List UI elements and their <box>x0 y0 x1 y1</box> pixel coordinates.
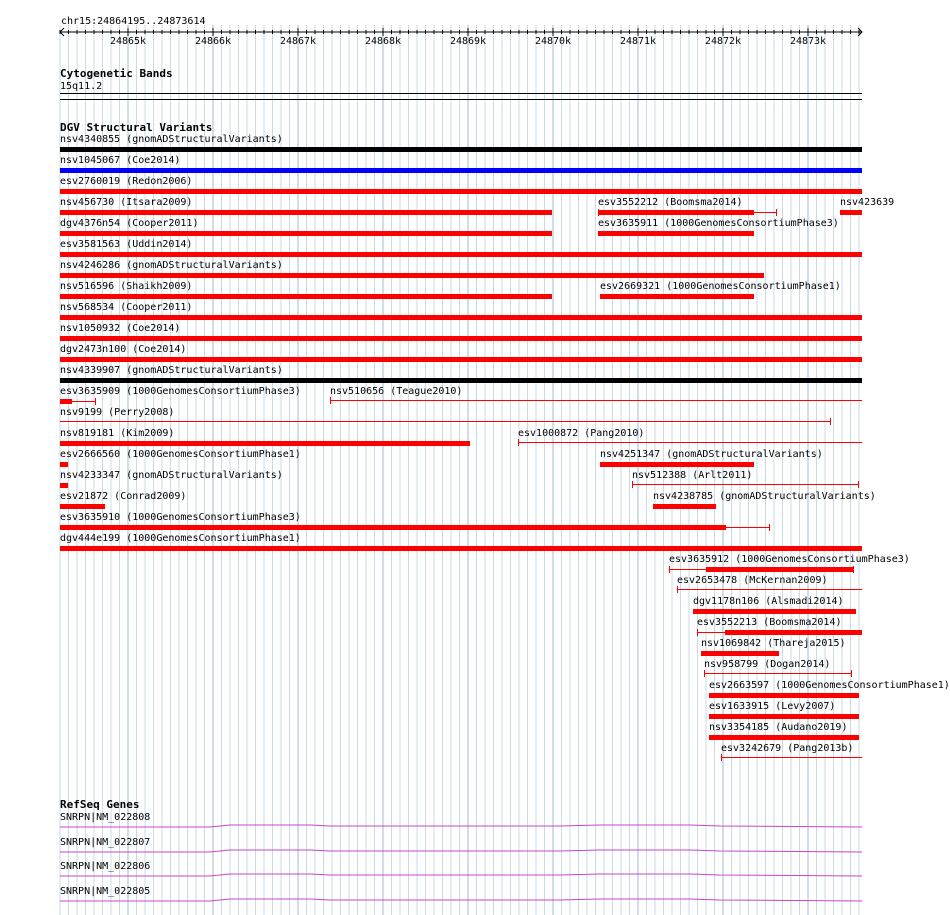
sv-feature-label[interactable]: esv2663597 (1000GenomesConsortiumPhase1) <box>709 680 950 691</box>
sv-end-tick <box>769 524 770 531</box>
sv-feature-bar[interactable] <box>60 378 862 383</box>
sv-feature-bar[interactable] <box>60 294 552 299</box>
sv-end-tick <box>776 209 777 216</box>
gene-intron-line <box>60 825 862 827</box>
sv-feature-bar[interactable] <box>840 210 862 215</box>
sv-feature-label[interactable]: nsv4251347 (gnomADStructuralVariants) <box>600 449 823 460</box>
sv-feature-label[interactable]: esv3581563 (Uddin2014) <box>60 239 193 250</box>
sv-flank-line <box>697 632 725 633</box>
cytoband-line-top <box>60 93 862 94</box>
sv-flank-line <box>669 569 706 570</box>
sv-feature-label[interactable]: nsv456730 (Itsara2009) <box>60 197 193 208</box>
sv-feature-label[interactable]: esv3552212 (Boomsma2014) <box>598 197 743 208</box>
ruler-tick-label: 24869k <box>449 36 487 47</box>
sv-feature-label[interactable]: nsv4238785 (gnomADStructuralVariants) <box>653 491 876 502</box>
ruler-tick-label: 24867k <box>279 36 317 47</box>
gene-label[interactable]: SNRPN|NM_022805 <box>60 885 151 897</box>
gene-label[interactable]: SNRPN|NM_022808 <box>60 812 151 823</box>
sv-feature-bar[interactable] <box>701 651 779 656</box>
sv-feature-bar[interactable] <box>60 399 72 404</box>
sv-feature-label[interactable]: nsv1045067 (Coe2014) <box>60 155 181 166</box>
sv-feature-bar[interactable] <box>60 336 862 341</box>
sv-feature-bar[interactable] <box>60 483 68 488</box>
sv-feature-label[interactable]: esv3552213 (Boomsma2014) <box>697 617 842 628</box>
ruler-tick-label: 24871k <box>619 36 657 47</box>
gene-model[interactable] <box>0 847 890 857</box>
sv-feature-bar[interactable] <box>60 189 862 194</box>
gene-intron-line <box>60 850 862 852</box>
ruler-tick-label: 24868k <box>364 36 402 47</box>
ruler-tick-label: 24866k <box>194 36 232 47</box>
refseq-track-title: RefSeq Genes <box>60 798 140 811</box>
sv-feature-bar[interactable] <box>693 609 856 614</box>
sv-feature-bar[interactable] <box>60 504 105 509</box>
sv-feature-bar[interactable] <box>60 546 862 551</box>
sv-feature-label[interactable]: nsv516596 (Shaikh2009) <box>60 281 193 292</box>
sv-feature-label[interactable]: dgv4376n54 (Cooper2011) <box>60 218 199 229</box>
sv-feature-label[interactable]: nsv4246286 (gnomADStructuralVariants) <box>60 260 283 271</box>
sv-feature-bar[interactable] <box>60 525 726 530</box>
sv-feature-label[interactable]: esv3635909 (1000GenomesConsortiumPhase3) <box>60 386 301 397</box>
sv-start-tick <box>330 397 331 404</box>
sv-feature-bar[interactable] <box>60 210 552 215</box>
ruler-tick-label: 24872k <box>704 36 742 47</box>
ruler-tick-label: 24865k <box>109 36 147 47</box>
sv-feature-label[interactable]: nsv423639 <box>840 197 895 208</box>
sv-feature-label[interactable]: nsv4233347 (gnomADStructuralVariants) <box>60 470 283 481</box>
cytobands-track-title: Cytogenetic Bands <box>60 67 173 80</box>
sv-feature-label[interactable]: nsv1069842 (Thareja2015) <box>701 638 846 649</box>
sv-feature-bar[interactable] <box>653 504 716 509</box>
gene-label[interactable]: SNRPN|NM_022806 <box>60 861 151 872</box>
sv-feature-label[interactable]: esv3635911 (1000GenomesConsortiumPhase3) <box>598 218 839 229</box>
sv-start-tick <box>518 439 519 446</box>
sv-feature-bar[interactable] <box>704 673 851 674</box>
sv-feature-label[interactable]: esv3635910 (1000GenomesConsortiumPhase3) <box>60 512 301 523</box>
sv-feature-bar[interactable] <box>60 252 862 257</box>
sv-feature-bar[interactable] <box>60 231 552 236</box>
cytoband-label: 15q11.2 <box>60 81 103 92</box>
ruler[interactable] <box>0 20 890 70</box>
sv-feature-label[interactable]: nsv4340855 (gnomADStructuralVariants) <box>60 134 283 145</box>
sv-feature-label[interactable]: dgv2473n100 (Coe2014) <box>60 344 187 355</box>
sv-feature-bar[interactable] <box>709 693 859 698</box>
gene-model[interactable] <box>0 871 890 881</box>
sv-feature-label[interactable]: nsv1050932 (Coe2014) <box>60 323 181 334</box>
sv-feature-bar[interactable] <box>60 357 862 362</box>
sv-flank-line <box>72 401 95 402</box>
sv-feature-bar[interactable] <box>600 462 754 467</box>
sv-feature-bar[interactable] <box>60 168 862 173</box>
sv-feature-label[interactable]: nsv568534 (Cooper2011) <box>60 302 193 313</box>
sv-feature-label[interactable]: esv2760019 (Redon2006) <box>60 176 193 187</box>
sv-feature-label[interactable]: nsv819181 (Kim2009) <box>60 428 175 439</box>
sv-feature-bar[interactable] <box>706 567 853 572</box>
cytoband-line-bottom <box>60 99 862 100</box>
dgv-track-title: DGV Structural Variants <box>60 121 213 134</box>
sv-start-tick <box>721 754 722 761</box>
sv-feature-bar[interactable] <box>60 462 68 467</box>
sv-feature-bar[interactable] <box>330 400 862 401</box>
sv-feature-label[interactable]: esv3635912 (1000GenomesConsortiumPhase3) <box>669 554 910 565</box>
sv-flank-line <box>726 527 769 528</box>
sv-feature-bar[interactable] <box>709 714 859 719</box>
sv-end-tick <box>853 566 854 573</box>
sv-feature-bar[interactable] <box>632 484 858 485</box>
sv-end-tick <box>858 481 859 488</box>
sv-feature-label[interactable]: esv21872 (Conrad2009) <box>60 491 187 502</box>
sv-start-tick <box>632 481 633 488</box>
sv-feature-bar[interactable] <box>60 315 862 320</box>
sv-start-tick <box>704 670 705 677</box>
sv-feature-label[interactable]: dgv444e199 (1000GenomesConsortiumPhase1) <box>60 533 301 544</box>
gene-intron-line <box>60 899 862 901</box>
gene-label[interactable]: SNRPN|NM_022807 <box>60 836 151 848</box>
sv-end-tick <box>830 418 831 425</box>
sv-feature-label[interactable]: esv1633915 (Levy2007) <box>709 701 836 712</box>
sv-feature-label[interactable]: nsv9199 (Perry2008) <box>60 407 175 418</box>
sv-feature-bar[interactable] <box>598 231 754 236</box>
sv-start-tick <box>598 209 599 216</box>
sv-feature-label[interactable]: dgv1178n106 (Alsmadi2014) <box>693 596 844 607</box>
sv-feature-bar[interactable] <box>60 273 764 278</box>
sv-feature-label[interactable]: esv2666560 (1000GenomesConsortiumPhase1) <box>60 449 301 460</box>
gene-intron-line <box>60 874 862 876</box>
ruler-tick-label: 24870k <box>534 36 572 47</box>
sv-feature-bar[interactable] <box>518 442 862 443</box>
sv-feature-label[interactable]: nsv3354185 (Audano2019) <box>709 722 848 733</box>
sv-feature-bar[interactable] <box>709 735 859 740</box>
sv-feature-label[interactable]: nsv958799 (Dogan2014) <box>704 659 831 670</box>
sv-feature-bar[interactable] <box>60 421 830 422</box>
sv-feature-bar[interactable] <box>677 589 862 590</box>
sv-start-tick <box>677 586 678 593</box>
sv-feature-label[interactable]: esv2653478 (McKernan2009) <box>677 575 828 586</box>
sv-feature-bar[interactable] <box>60 441 470 446</box>
sv-feature-label[interactable]: nsv512388 (Arlt2011) <box>632 470 753 481</box>
gene-model[interactable] <box>0 896 890 906</box>
sv-end-tick <box>851 670 852 677</box>
sv-feature-bar[interactable] <box>725 630 862 635</box>
location-label: chr15:24864195..24873614 <box>61 16 206 27</box>
sv-feature-label[interactable]: esv1000872 (Pang2010) <box>518 428 645 439</box>
gene-model[interactable] <box>0 822 890 832</box>
ruler-tick-label: 24873k <box>789 36 827 47</box>
sv-feature-bar[interactable] <box>721 757 862 758</box>
sv-flank-line <box>754 212 776 213</box>
sv-feature-label[interactable]: nsv510656 (Teague2010) <box>330 386 463 397</box>
sv-feature-label[interactable]: nsv4339907 (gnomADStructuralVariants) <box>60 365 283 376</box>
sv-feature-label[interactable]: esv3242679 (Pang2013b) <box>721 743 854 754</box>
sv-feature-label[interactable]: esv2669321 (1000GenomesConsortiumPhase1) <box>600 281 841 292</box>
sv-feature-bar[interactable] <box>600 294 754 299</box>
sv-feature-bar[interactable] <box>60 147 862 152</box>
sv-feature-bar[interactable] <box>598 210 754 215</box>
sv-end-tick <box>95 398 96 405</box>
